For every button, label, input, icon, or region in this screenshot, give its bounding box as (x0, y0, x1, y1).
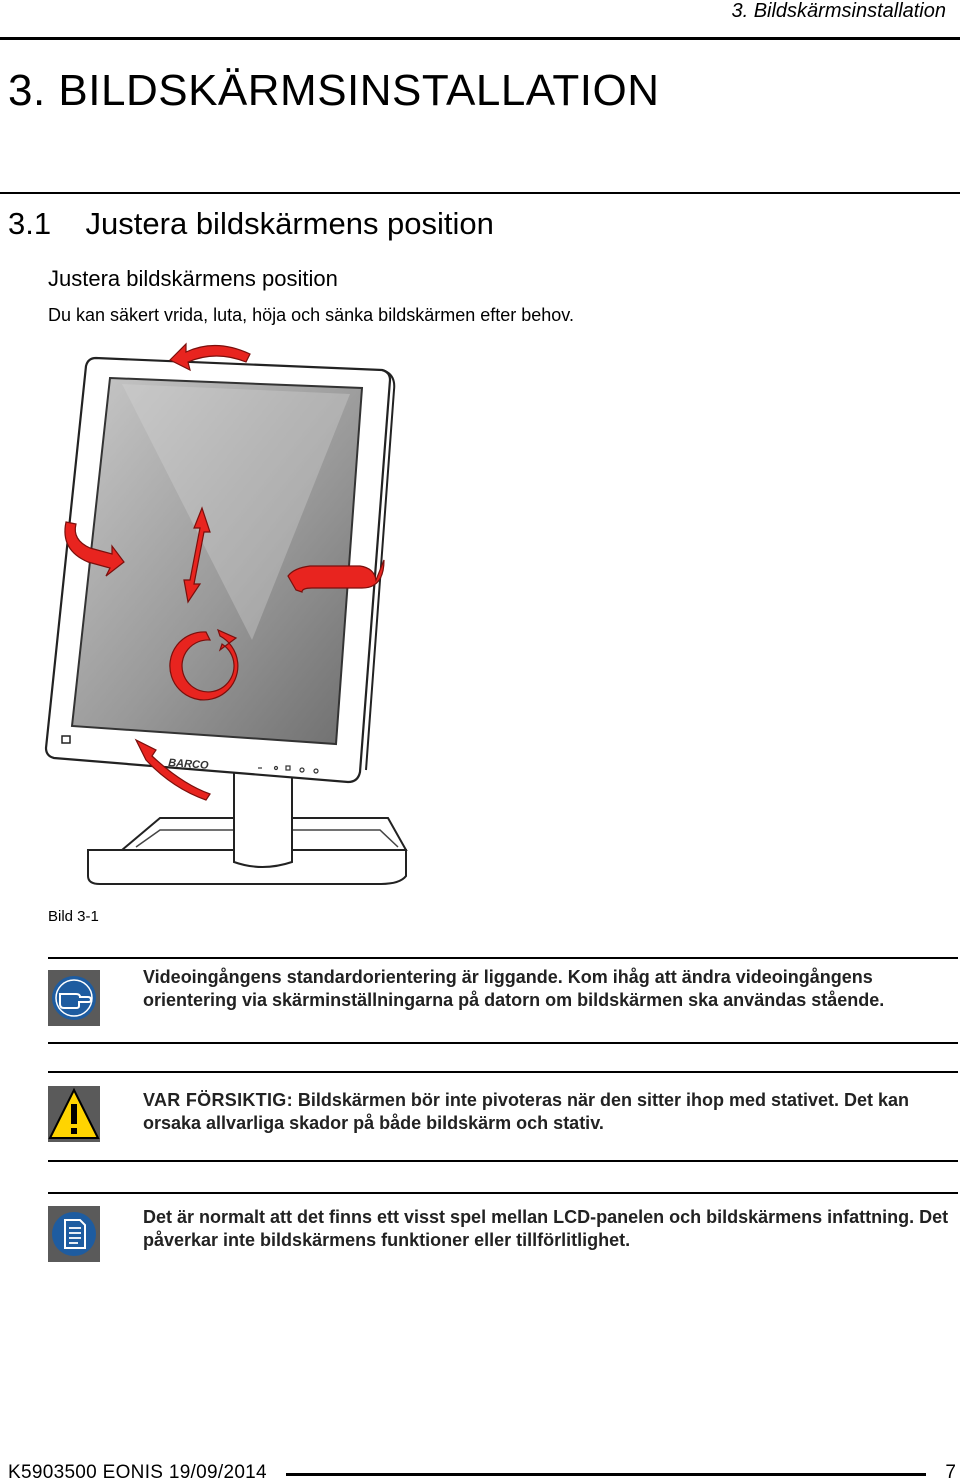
figure-caption: Bild 3-1 (48, 908, 99, 925)
tip-top-rule (48, 957, 958, 959)
subheading: Justera bildskärmens position (48, 266, 338, 291)
caution-text: Bildskärmen bör inte pivoteras när den sitter ihop med stativet. Det kan orsaka allvarliga skador på både bildskärm och stativ. (143, 1090, 910, 1133)
warning-triangle-icon (48, 1086, 100, 1142)
caution-label: VAR FÖRSIKTIG: (143, 1090, 293, 1110)
pointing-hand-icon (48, 970, 100, 1026)
chapter-title: 3. BILDSKÄRMSINSTALLATION (8, 66, 660, 115)
caution-notice (143, 1089, 958, 1134)
caution-bottom-rule (48, 1160, 958, 1162)
footer-doc-info: K5903500 EONIS 19/09/2014 (8, 1462, 267, 1483)
monitor-illustration (40, 340, 420, 900)
section-title: 3.1 Justera bildskärmens position (8, 206, 494, 241)
footer-rule (286, 1473, 926, 1476)
tip-text: Videoingångens standardorientering är liggande. Kom ihåg att ändra videoingångens orientering via skärminställningarna på datorn om bildskärmen ska användas stående. (143, 967, 885, 1010)
page-number: 7 (945, 1462, 956, 1483)
document-icon (48, 1206, 100, 1262)
header-rule (0, 37, 960, 40)
section-rule (0, 192, 960, 194)
note-top-rule (48, 1192, 958, 1194)
monitor-brand-logo: BARCO (167, 757, 209, 772)
note-text: Det är normalt att det finns ett visst spel mellan LCD-panelen och bildskärmens infattning. Det påverkar inte bildskärmens funktioner eller tillförlitlighet. (143, 1207, 949, 1250)
intro-text: Du kan säkert vrida, luta, höja och sänka bildskärmen efter behov. (48, 305, 574, 325)
running-header: 3. Bildskärmsinstallation (731, 0, 946, 22)
caution-top-rule (48, 1071, 958, 1073)
tip-bottom-rule (48, 1042, 958, 1044)
